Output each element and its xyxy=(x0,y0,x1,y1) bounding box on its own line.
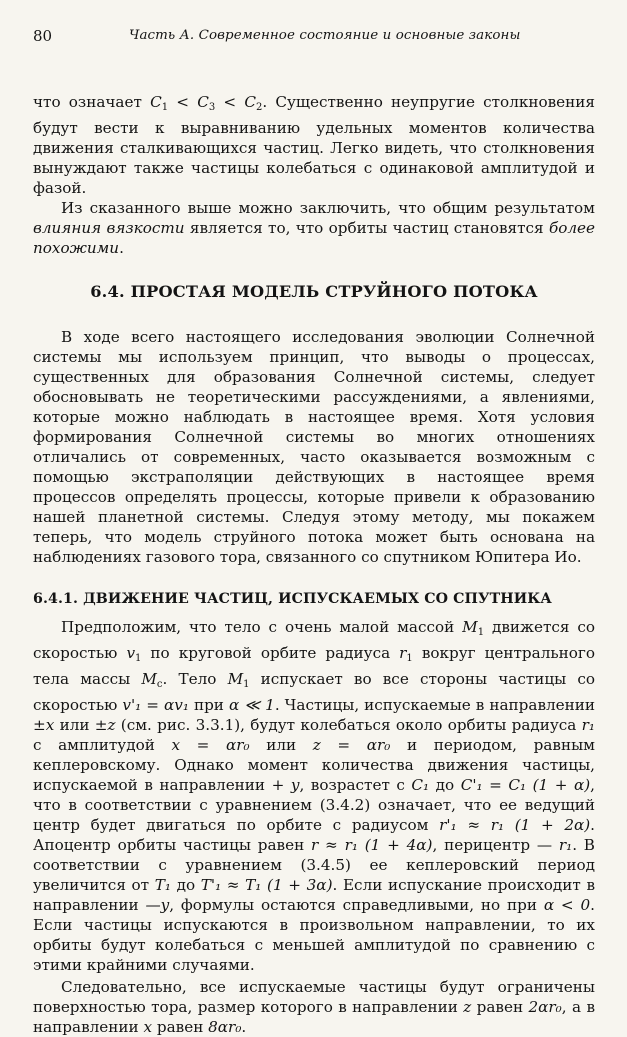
text-span: по круговой орбите радиуса xyxy=(141,644,400,662)
text-span: или xyxy=(249,736,313,754)
running-head xyxy=(33,24,595,46)
subsection-heading: 6.4.1. ДВИЖЕНИЕ ЧАСТИЦ, ИСПУСКАЕМЫХ СО СПУТНИКА xyxy=(33,591,552,607)
text-span: . Частицы, испускаемые в направлении xyxy=(274,696,595,714)
math-subscript: 2 xyxy=(255,102,263,113)
math-symbol: C xyxy=(150,93,162,111)
math-operator: < xyxy=(215,93,245,111)
math-expression: α < 0 xyxy=(543,896,591,914)
text-span: . Если частицы испускаются в произвольном направлении, то их орбиты будут колебаться с меньшей амплитудой по сравнению с этими крайними случаями. xyxy=(33,896,595,974)
math-expression: α ≪ 1 xyxy=(228,696,275,714)
math-subscript: 1 xyxy=(135,653,142,664)
text-span: , а в направлении xyxy=(33,998,595,1036)
text-span: при xyxy=(188,696,229,714)
text-span: . В соответствии с уравнением (3.4.5) ее кеплеровский период увеличится от xyxy=(33,836,595,894)
math-subscript: 3 xyxy=(208,102,216,113)
math-symbol: M xyxy=(462,618,478,636)
math-symbol: v xyxy=(126,644,136,662)
math-expression: 2αr₀ xyxy=(528,998,562,1016)
text-span: . xyxy=(119,239,124,257)
emphasis-text: влияния вязкости xyxy=(33,219,185,237)
text-span: равен xyxy=(471,998,529,1016)
math-subscript: 1 xyxy=(243,679,250,690)
text-span: Из сказанного выше можно заключить, что общим результатом xyxy=(61,199,595,217)
math-expression: —y xyxy=(145,896,170,914)
math-symbol: C xyxy=(197,93,209,111)
paragraph-method: В ходе всего настоящего исследования эволюции Солнечной системы мы используем принцип, что выводы о процессах, существенных для образования Солнечной системы, следует обосновывать не теоретическими рассуждениями, а явлениями, которые можно наблюдать в настоящее время. Хотя условия формирования Солнечной системы во многих отношениях отличались от современных, часто оказывается возможным с помощью экстраполяции действующих в настоящее время процессов определять процессы, которые привели к образованию нашей планетной системы. Следуя этому методу, мы покажем теперь, что модель струйного потока может быть основана на наблюдениях газового тора, связанного со спутником Юпитера Ио. xyxy=(33,328,595,566)
math-expression: z xyxy=(463,998,472,1016)
math-expression: C₁ xyxy=(411,776,430,794)
math-operator: < xyxy=(168,93,198,111)
math-symbol: M xyxy=(141,670,157,688)
math-expression: r ≈ r₁ (1 + 4α) xyxy=(311,836,433,854)
math-expression: C'₁ = C₁ (1 + α) xyxy=(460,776,591,794)
paragraph-collisions xyxy=(33,92,595,198)
text-span: . Апоцентр орбиты частицы равен xyxy=(33,816,595,854)
math-expression: x = αr₀ xyxy=(171,736,250,754)
text-span: . Тело xyxy=(162,670,228,688)
text-span: что означает xyxy=(33,93,151,111)
text-span: с амплитудой xyxy=(33,736,172,754)
math-expression: + y xyxy=(271,776,300,794)
text-span: движется со скоростью xyxy=(33,618,595,662)
text-span: . Если испускание происходит в направлении xyxy=(33,876,595,914)
math-subscript: 1 xyxy=(161,102,169,113)
text-span: и периодом, равным кеплеровскому. Однако момент количества движения частицы, испускаемой в направлении xyxy=(33,736,595,794)
text-span: , возрастет с xyxy=(299,776,412,794)
text-span: испускает во все стороны частицы со скоростью xyxy=(33,670,595,714)
text-span: или xyxy=(54,716,95,734)
math-expression: T₁ xyxy=(154,876,171,894)
emphasis-text: более похожими xyxy=(33,219,595,257)
math-symbol: M xyxy=(227,670,244,688)
text-span: является то, что орбиты частиц становятся xyxy=(184,219,549,237)
section-heading: 6.4. ПРОСТАЯ МОДЕЛЬ СТРУЙНОГО ПОТОКА xyxy=(90,282,538,301)
running-title: Часть А. Современное состояние и основные законы xyxy=(129,28,521,43)
text-span: . xyxy=(241,1018,247,1036)
math-symbol: C xyxy=(244,93,256,111)
text-span: (см. рис. 3.3.1), будут колебаться около орбиты радиуса xyxy=(115,716,582,734)
math-subscript: 1 xyxy=(406,653,413,664)
math-expression: 8αr₀ xyxy=(208,1018,242,1036)
text-span: . Существенно неупругие столкновения будут вести к выравниванию удельных моментов количества движения сталкивающихся частиц. Легко видеть, что столкновения вынуждают также частицы колебаться с одинаковой амплитудой и фазой. xyxy=(33,93,595,197)
math-expression: r₁ xyxy=(558,836,573,854)
text-span: , формулы остаются справедливыми, но при xyxy=(169,896,544,914)
math-expression: r'₁ ≈ r₁ (1 + 2α) xyxy=(439,816,591,834)
book-page xyxy=(33,24,595,1037)
paragraph-particle-motion xyxy=(33,617,595,975)
math-symbol: r xyxy=(399,644,407,662)
math-expression: z = αr₀ xyxy=(312,736,391,754)
text-span: равен xyxy=(152,1018,209,1036)
text-span: , что в соответствии с уравнением (3.4.2) означает, что ее ведущий центр будет двигаться по орбите с радиусом xyxy=(33,776,595,834)
text-span: до xyxy=(170,876,201,894)
math-subscript: c xyxy=(156,679,163,690)
math-expression: x xyxy=(143,1018,153,1036)
math-expression: r₁ xyxy=(581,716,595,734)
math-expression: ±z xyxy=(94,716,116,734)
text-span: Предположим, что тело с очень малой массой xyxy=(61,618,463,636)
math-subscript: 1 xyxy=(477,627,485,638)
page-number: 80 xyxy=(33,27,53,45)
text-span: вокруг центрального тела массы xyxy=(33,644,595,688)
math-expression: v'₁ = αv₁ xyxy=(122,696,189,714)
math-expression: T'₁ ≈ T₁ (1 + 3α) xyxy=(200,876,333,894)
text-span: Следовательно, все испускаемые частицы будут ограничены поверхностью тора, размер которого в направлении xyxy=(33,978,595,1016)
text-span: до xyxy=(429,776,461,794)
text-span: , перицентр — xyxy=(432,836,559,854)
paragraph-torus-size xyxy=(33,977,595,1037)
math-expression: ±x xyxy=(33,716,55,734)
paragraph-viscosity-conclusion xyxy=(33,198,595,258)
